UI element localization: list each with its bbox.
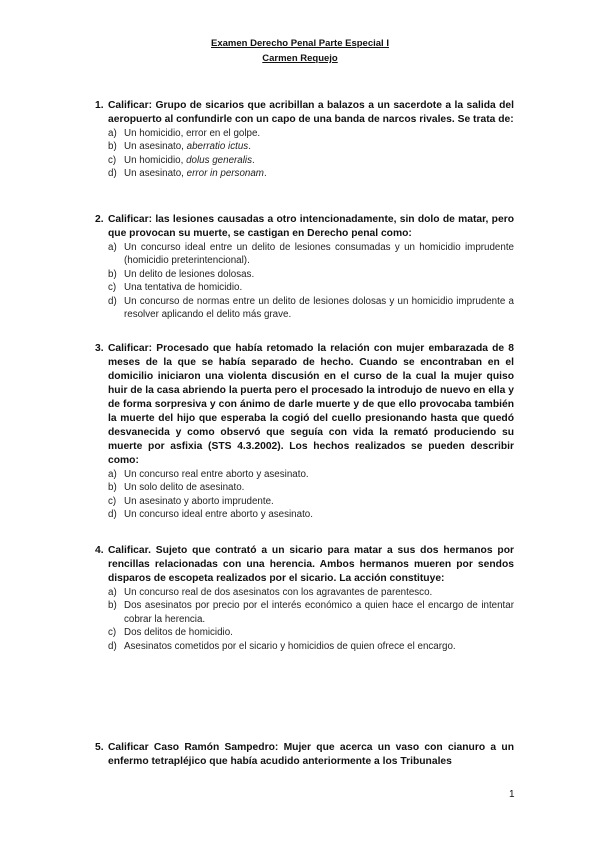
option-text: Un asesinato y aborto imprudente. [124,495,274,507]
question-text: Calificar Caso Ramón Sampedro: Mujer que acerca un vaso con cianuro a un enfermo tetrapléjico que había acudido anteriormente a los Tribunales [108,742,514,767]
question-4 [95,544,514,653]
question-text: Calificar. Sujeto que contrató a un sicario para matar a sus dos hermanos por rencillas relacionadas con una herencia. Ambos hermanos mueren por sendos disparos de escopeta realizados por el sicario. La acción constituye: [108,545,514,584]
options-list [108,127,514,181]
question-number: 5. [95,742,104,753]
option-tail: . [248,141,251,153]
option-text: Un asesinato, [124,168,187,180]
option-text: Un homicidio, error en el golpe. [124,128,261,139]
option-letter: d) [108,640,117,652]
option-text: Dos asesinatos por precio por el interés económico a quien hace el encargo de intentar cobrar la herencia. [124,600,514,625]
option-a [108,586,514,599]
question-number: 1. [95,100,104,111]
exam-title: Examen Derecho Penal Parte Especial I [211,38,389,49]
option-text: Un concurso de normas entre un delito de lesiones dolosas y un homicidio imprudente a resolver aplicando el delito más grave. [124,295,514,321]
option-d [108,640,514,653]
option-c [108,626,514,639]
option-d [108,508,514,521]
option-text: Un solo delito de asesinato. [124,482,245,494]
question-number: 2. [95,214,104,225]
options-list [108,468,514,522]
option-a [108,241,514,268]
option-text: Un delito de lesiones dolosas. [124,268,255,280]
option-c [108,495,514,508]
option-letter: d) [108,509,117,521]
options-list [108,241,514,321]
option-latin-term: error in personam [186,168,264,180]
option-text: Un asesinato, [124,141,187,153]
option-b [108,140,514,153]
option-letter: a) [108,469,117,480]
question-text: Calificar: Grupo de sicarios que acribillan a balazos a un sacerdote a la salida del aeropuerto al confundirle con un capo de una banda de narcos rivales. Se trata de: [108,100,514,125]
question-text: Calificar: las lesiones causadas a otro intencionadamente, sin dolo de matar, pero que provocan su muerte, se castigan en Derecho penal como: [108,214,514,239]
option-latin-term: aberratio ictus [186,141,249,153]
option-b [108,599,514,626]
option-letter: b) [108,268,117,280]
option-letter: c) [108,282,117,294]
option-a [108,127,514,140]
option-tail: . [251,154,255,166]
option-c [108,154,514,167]
option-letter: b) [108,141,117,153]
option-letter: d) [108,168,117,180]
option-text: Un concurso ideal entre un delito de lesiones consumadas y un homicidio imprudente (homicidio preterintencional). [124,242,514,267]
option-letter: b) [108,482,117,494]
question-number: 3. [95,343,104,354]
option-letter: a) [108,128,117,139]
option-letter: d) [108,295,117,307]
option-text: Un homicidio, [124,154,187,166]
option-letter: c) [108,627,117,639]
option-a [108,468,514,481]
option-letter: c) [108,495,117,507]
option-b [108,268,514,281]
option-text: Asesinatos cometidos por el sicario y homicidios de quien ofrece el encargo. [124,640,456,652]
option-text: Un concurso ideal entre aborto y asesinato. [124,509,313,521]
option-text: Un concurso real entre aborto y asesinato. [124,469,309,480]
options-list [108,586,514,653]
option-b [108,481,514,494]
option-text: Una tentativa de homicidio. [124,282,243,294]
option-c [108,281,514,294]
option-text: Un concurso real de dos asesinatos con los agravantes de parentesco. [124,587,433,598]
option-d [108,295,514,322]
question-number: 4. [95,545,104,556]
question-3 [95,342,514,522]
question-5 [95,741,514,769]
question-text: Calificar: Procesado que había retomado la relación con mujer embarazada de 8 meses de la que se había separado de hecho. Cuando se encontraban en el domicilio iniciaron una violenta discusión en el curso de la cual la mujer quiso huir de la casa abriendo la puerta pero el procesado la introdujo de nuevo en ella y de forma sorpresiva y con ánimo de darle muerte y de que ello provocaba también la muerte del hijo que esperaba la cogió del cuello presionando hasta que quedó desvanecida y como observó que seguía con vida la remató produciendo su muerte por asfixia (STS 4.3.2002). Los hechos realizados se pueden describir como: [108,343,514,466]
option-letter: c) [108,154,117,166]
question-1 [95,99,514,181]
option-letter: b) [108,600,117,612]
option-d [108,167,514,180]
author-name: Carmen Requejo [262,53,338,64]
option-latin-term: dolus generalis [186,154,252,166]
option-letter: a) [108,587,117,598]
option-letter: a) [108,242,117,253]
option-tail: . [263,168,267,180]
question-2 [95,213,514,321]
option-text: Dos delitos de homicidio. [124,627,233,639]
page-number: 1 [509,789,515,800]
document-header [0,36,600,66]
